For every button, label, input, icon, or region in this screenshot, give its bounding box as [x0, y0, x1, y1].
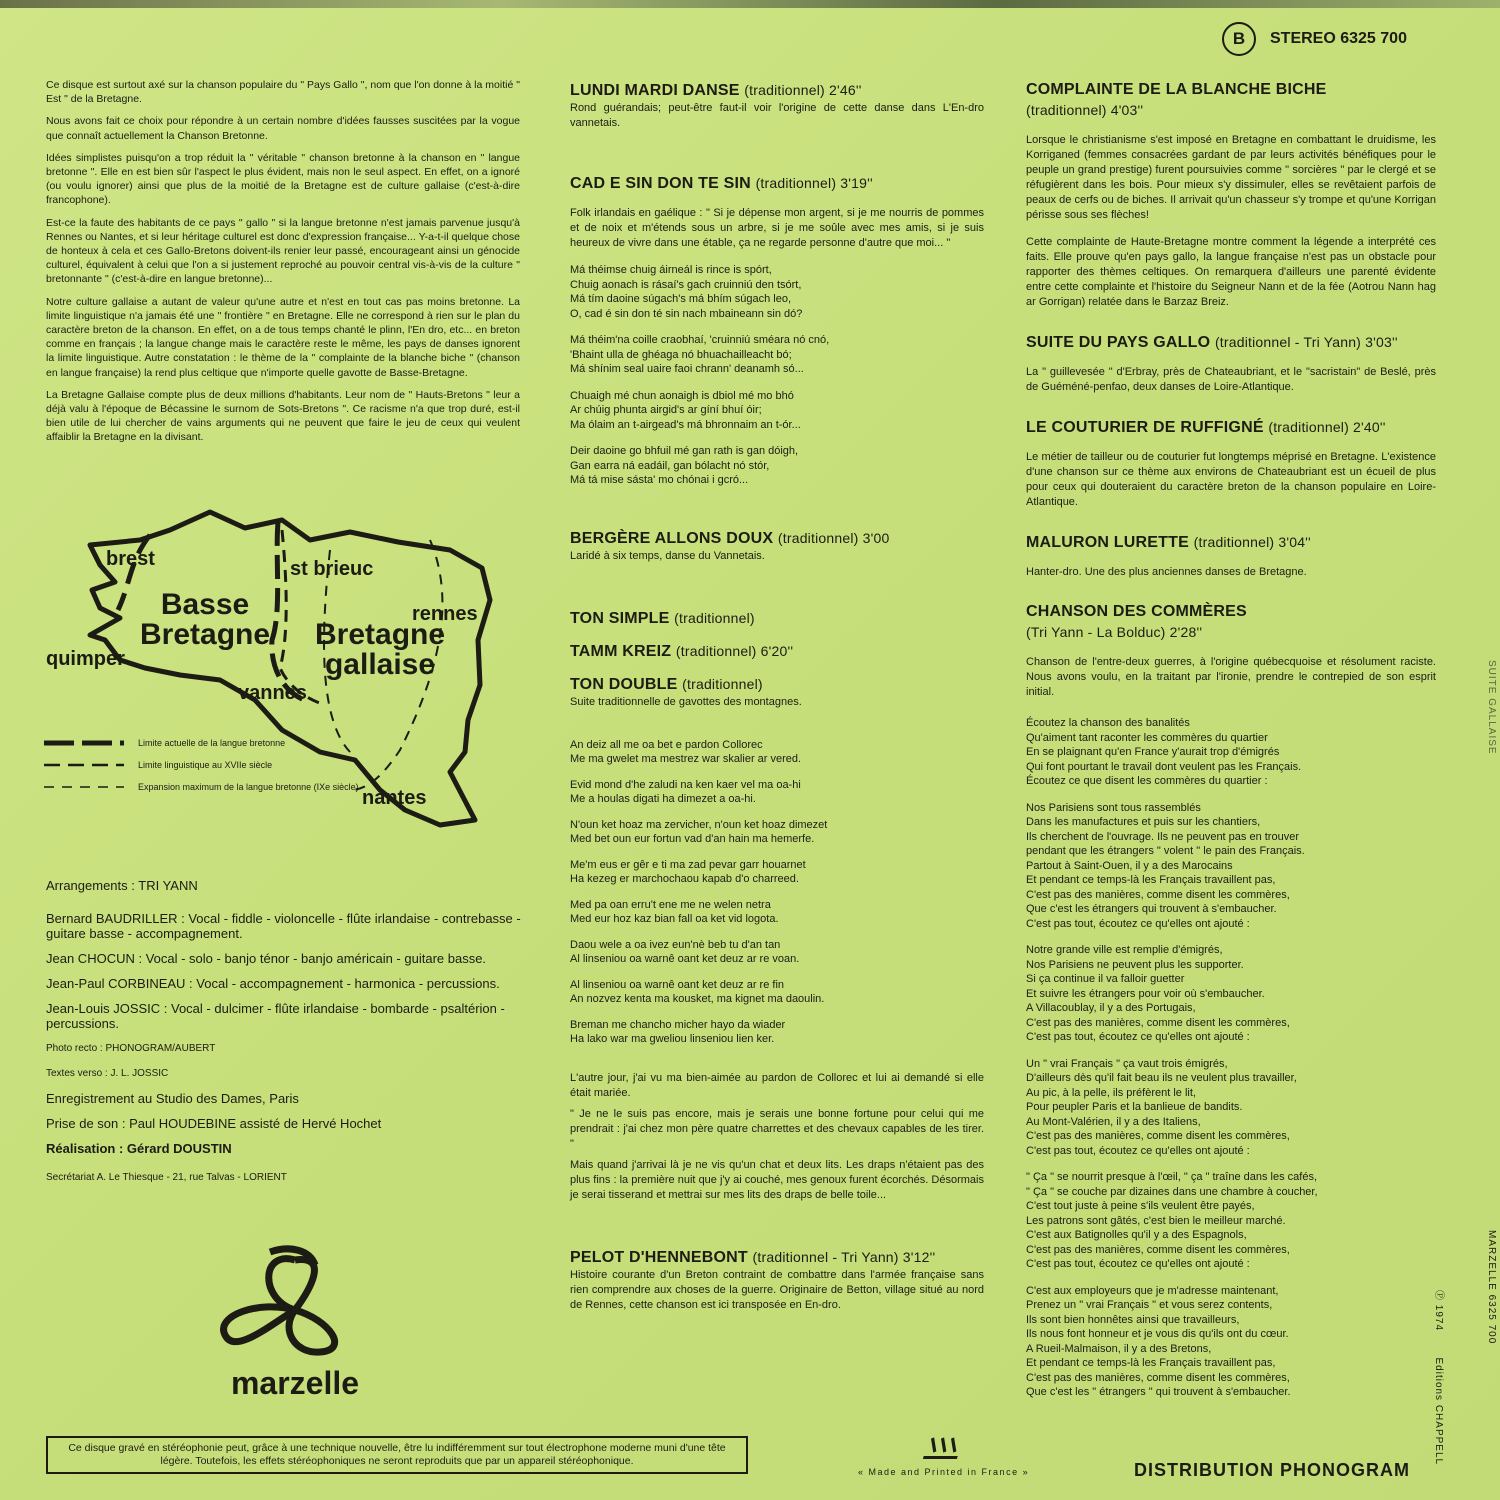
track-desc: Rond guérandais; peut-être faut-il voir l'origine de cette danse dans L'En-dro vannetais.	[570, 102, 984, 129]
track-title: TON SIMPLE	[570, 609, 670, 627]
legend-line-17th	[44, 761, 124, 769]
legend-17th	[44, 760, 272, 770]
track-info: (traditionnel - Tri Yann) 3'03''	[1214, 334, 1398, 350]
lyrics-verse: Me'm eus er gêr e ti ma zad pevar garr houarnet Ha kezeg er marchochaou kapab d'o charreed.	[570, 858, 806, 885]
track-gavottes	[570, 608, 984, 1203]
track-info: (Tri Yann - La Bolduc) 2'28''	[1026, 624, 1203, 640]
lyrics-verse: Un " vrai Français " ça vaut trois émigrés, D'ailleurs dès qu'il fait beau ils ne veulent plus travailler, Au pic, à la pelle, ils préfèrent le lit, Pour peupler Paris et la banlieue de bandits. Au Mont-Valérien, il y a des Italiens, C'est pas des manières, comme disent les commères, C'est pas tout, écoutez ce qu'elles ont ajouté :	[1026, 1057, 1297, 1157]
track-desc: Laridé à six temps, danse du Vannetais.	[570, 549, 765, 562]
region-label: gallaise	[324, 648, 436, 681]
lyrics-verse: Evid mond d'he zaludi na ken kaer vel ma oa-hi Me a houlas digati ha dimezet a oa-hi.	[570, 778, 801, 805]
label-name: marzelle	[230, 1365, 360, 1401]
track-title: COMPLAINTE DE LA BLANCHE BICHE	[1026, 81, 1327, 98]
lyrics-verse: Nos Parisiens sont tous rassemblés Dans les manufactures et puis sur les chantiers, Ils cherchent de l'ouvrage. Ils ne peuvent pas en trouver pendant que les étrangers " volent " le pain des Français. Partout à Saint-Ouen, il y a des Marocains Et pendant ce temps-là les Français travaillent pas, C'est pas des manières, comme disent les commères, Que c'est les étrangers qui trouvent à s'embaucher. C'est pas tout, écoutez ce qu'elles ont ajouté :	[1026, 801, 1305, 930]
region-label: Basse	[160, 588, 250, 621]
sound-credit: Prise de son : Paul HOUDEBINE assisté de Hervé Hochet	[46, 1116, 382, 1131]
track-title: PELOT D'HENNEBONT	[570, 1248, 748, 1266]
lyrics-verse: Écoutez la chanson des banalités Qu'aiment tant raconter les commères du quartier En se plaignant qu'en France y'aurait trop d'émigrés Qui font pourtant le travail dont veulent pas les Français. Écoutez ce que disent les commères du quartier :	[1026, 717, 1302, 787]
legend-current	[44, 738, 285, 748]
track-commeres	[1026, 602, 1436, 1400]
translation-paragraph: " Je ne le suis pas encore, mais je serais une bonne fortune pour celui qui me prendrait : j'ai chez mon père quatre charrettes et des chevaux capables de les tirer. "	[570, 1107, 984, 1150]
intro-paragraph: La Bretagne Gallaise compte plus de deux millions d'habitants. Leur nom de " Hauts-Bretons " leur a déjà valu à l'époque de Bécassine le surnom de Sots-Bretons ". Ce racisme n'a que trop duré, est-il bien utile de lui chercher de vains arguments qui ne peuvent que faire le jeu de ceux qui veulent affaiblir la Bretagne en la divisant.	[46, 388, 520, 444]
stereo-header	[1222, 22, 1407, 56]
legend-label: Limite linguistique au XVIIe siècle	[138, 760, 273, 770]
top-photo-strip	[0, 0, 1500, 8]
translation-paragraph: Mais quand j'arrivai là je ne vis qu'un chat et deux lits. Les draps n'étaient pas des plus fins : la première nuit que j'y ai couché, mes genoux furent écorchés. Désormais je serai tisserand et mettrai sur mes lits des draps de belle toile...	[570, 1158, 984, 1201]
track-title: MALURON LURETTE	[1026, 534, 1189, 551]
track-blanche-biche	[1026, 80, 1436, 310]
lyrics-verse: Breman me chancho micher hayo da wiader Ha lako war ma gweliou linseniou lien ker.	[570, 1018, 786, 1045]
distributor-logo	[923, 1436, 963, 1459]
lyrics-verse: Med pa oan erru't ene me ne welen netra Med eur hoz kaz bian fall oa ket vid logota.	[570, 898, 779, 925]
track-desc: Hanter-dro. Une des plus anciennes danses de Bretagne.	[1026, 566, 1307, 578]
lyrics-verse: N'oun ket hoaz ma zervicher, n'oun ket hoaz dimezet Med bet oun eur fortun vad d'an hain ma hemerfe.	[570, 818, 828, 845]
track-info: (traditionnel - Tri Yann) 3'12''	[752, 1248, 936, 1265]
breton-lyrics	[570, 738, 984, 1047]
legend-line-9th	[44, 783, 124, 791]
track-title: TON DOUBLE	[570, 675, 678, 693]
track-info: (traditionnel) 4'03''	[1026, 102, 1144, 118]
side-b-badge: B	[1222, 22, 1256, 56]
track-info: (traditionnel) 3'00	[777, 529, 890, 546]
track-info: (traditionnel) 3'04''	[1193, 534, 1311, 550]
track-pelot	[570, 1247, 984, 1313]
track-title: BERGÈRE ALLONS DOUX	[570, 529, 774, 547]
region-label: Bretagne	[140, 618, 271, 651]
lyrics-verse: Má théimse chuig áirneál is rince is spórt, Chuig aonach is rásaí's gach cruinniú den tsórt, Má tím daoine súgach's má bhím súgach leo, O, cad é sin don té sin nach mbaineann sin dó?	[570, 264, 803, 320]
production-credit: Réalisation : Gérard DOUSTIN	[46, 1141, 232, 1156]
member-credit: Jean-Louis JOSSIC : Vocal - dulcimer - flûte irlandaise - bombarde - psaltérion - percussions.	[46, 1001, 505, 1031]
intro-text	[46, 78, 520, 453]
intro-paragraph: Ce disque est surtout axé sur la chanson populaire du " Pays Gallo ", nom que l'on donne à la moitié " Est " de la Bretagne.	[46, 79, 520, 106]
text-credit: Textes verso : J. L. JOSSIC	[46, 1068, 169, 1079]
track-info: (traditionnel)	[682, 675, 763, 692]
region-bretagne-gallaise	[315, 620, 445, 680]
lyrics-verse: C'est aux employeurs que je m'adresse maintenant, Prenez un " vrai Français " et vous serez contents, Ils sont bien honnêtes ainsi que travailleurs, Ils nous font honneur et je vous dis qu'ils ont du cœur. A Rueil-Malmaison, il y a des Bretons, Et pendant ce temps-là les Français travaillent pas, C'est pas des manières, comme disent les commères, Que c'est les " étrangers " qui trouvent à s'embaucher.	[1026, 1284, 1291, 1398]
city-quimper: quimper	[46, 648, 125, 670]
french-translation	[570, 1071, 984, 1203]
track-desc: Histoire courante d'un Breton contraint de combattre dans l'armée française sans rien comprendre aux choses de la guerre. Originaire de Betton, village situé au nord de Rennes, cette chanson est ici transposée en En-dro.	[570, 1268, 984, 1311]
city-nantes: nantes	[362, 787, 427, 809]
track-title: CHANSON DES COMMÈRES	[1026, 603, 1247, 620]
track-info: (traditionnel) 2'40''	[1268, 419, 1386, 435]
lyrics-verse: Deir daoine go bhfuil mé gan rath is gan dóigh, Gan earra ná eadáil, gan bólacht nó stór, Má tá mise sásta' mo chónai i gcró...	[570, 445, 799, 486]
intro-paragraph: Notre culture gallaise a autant de valeur qu'une autre et n'est en tout cas pas moins bretonne. La limite linguistique n'a jamais été une " frontière " en Bretagne. Elle ne correspond à rien sur le plan du caractère breton de la chanson. En effet, on a de tous temps chanté le plinn, l'En dro, etc... en breton comme en français ; la langue change mais le caractère reste le même, les pays de danses ignorent la limite linguistique. Autre constatation : le thème de la " complainte de la blanche biche " (chanson en langue française) la rend plus celtique que n'importe quelle gavotte de Basse-Bretagne.	[46, 295, 520, 379]
spine-catalog: MARZELLE 6325 700	[1486, 1230, 1497, 1345]
lyrics-verse: " Ça " se nourrit presque à l'œil, " ça " traîne dans les cafés, " Ça " se couche par dizaines dans une chambre à coucher, C'est tout juste à peine s'ils veulent être payés, Les patrons sont gâtés, c'est bien le meilleur marché. C'est aux Batignolles qu'il y a des Espagnols, C'est pas des manières, comme disent les commères, C'est pas tout, écoutez ce qu'elles ont ajouté :	[1026, 1171, 1318, 1270]
intro-paragraph: Nous avons fait ce choix pour répondre à un certain nombre d'idées fausses suscitées par la vogue que connaît actuellement la Chanson Bretonne.	[46, 115, 520, 142]
limit-current	[272, 522, 310, 702]
intro-paragraph: Idées simplistes puisqu'on a trop réduit la " véritable " chanson bretonne à la chanson en " langue bretonne ". Elle en est bien sûr l'aspect le plus évident, mais non le seul aspect. En effet, on a ignoré (ou voulu ignorer) ainsi que plus de la moitié de la Bretagne est de culture gallaise (c'est-à-dire francophone).	[46, 151, 520, 207]
region-label: Bretagne	[315, 618, 446, 651]
city-rennes: rennes	[412, 603, 478, 625]
studio-credit: Enregistrement au Studio des Dames, Paris	[46, 1091, 299, 1106]
member-credit: Jean CHOCUN : Vocal - solo - banjo ténor - banjo américain - guitare basse.	[46, 951, 487, 966]
lyrics-verse: Má théim'na coille craobhaí, 'cruinniú sméara nó cnó, 'Bhaint ulla de ghéaga nó bhuachaillеacht bó; Má shínim seal uaire faoi chrann' deanamh só...	[570, 334, 830, 375]
member-credit: Bernard BAUDRILLER : Vocal - fiddle - violoncelle - flûte irlandaise - contrebasse - guitare basse - accompagnement.	[46, 911, 521, 941]
lyrics-verse: Daou wele a oa ivez eun'nè beb tu d'an tan Al linseniou oa warnê oant ket deuz ar re voan.	[570, 938, 800, 965]
year-mark: Ⓟ 1974	[1433, 1290, 1444, 1332]
brittany-map	[20, 490, 520, 850]
knot-logo-icon	[200, 1240, 390, 1360]
right-column	[1026, 80, 1436, 1408]
credits	[46, 878, 526, 1195]
track-title: SUITE DU PAYS GALLO	[1026, 334, 1211, 351]
made-in-france: « Made and Printed in France »	[858, 1467, 1030, 1477]
track-info: (traditionnel) 3'19''	[755, 175, 873, 191]
track-info: (traditionnel) 2'46''	[744, 82, 862, 98]
lyrics-verse: Notre grande ville est remplie d'émigrés, Nos Parisiens ne peuvent plus les supporter. Si ça continue il va falloir guetter Et suivre les étrangers pour voir où s'embaucher. A Villacoublay, il y a des Portugais, C'est pas des manières, comme disent les commères, C'est pas tout, écoutez ce qu'elles ont ajouté :	[1026, 944, 1290, 1043]
track-desc: Suite traditionnelle de gavottes des montagnes.	[570, 695, 802, 708]
track-desc: Folk irlandais en gaélique : " Si je dépense mon argent, si je me nourris de pommes et de noix et m'étends sous un arbre, si je me soûle avec mes amis, si je suis heureux de vivre dans une étable, ça ne regarde personne d'autre que moi... "	[570, 207, 984, 249]
member-credit: Jean-Paul CORBINEAU : Vocal - accompagnement - harmonica - percussions.	[46, 976, 500, 991]
marzelle-logo	[200, 1240, 390, 1400]
photo-credit: Photo recto : PHONOGRAM/AUBERT	[46, 1043, 216, 1054]
track-info: (traditionnel) 6'20''	[675, 642, 794, 659]
middle-column	[570, 80, 984, 1321]
track-lundi-mardi-danse	[570, 80, 984, 131]
distribution: DISTRIBUTION PHONOGRAM	[1134, 1460, 1410, 1480]
track-title: LE COUTURIER DE RUFFIGNÉ	[1026, 419, 1264, 436]
legend-label: Expansion maximum de la langue bretonne (IXe siècle)	[138, 782, 359, 792]
track-cad-e-sin	[570, 173, 984, 488]
lyrics-verse: Chuaigh mé chun aonaigh is dbiol mé mo bhó Ar chúig phunta airgid's ar gíní bhuí óir; Ma ólaim an t-airgead's má bhronnaim an t-ór...	[570, 389, 801, 431]
phonogram-logo-icon	[924, 1436, 963, 1454]
track-title: CAD E SIN DON TE SIN	[570, 175, 751, 192]
track-title: LUNDI MARDI DANSE	[570, 82, 740, 99]
track-info: (traditionnel)	[674, 609, 755, 626]
legend-line-current	[44, 739, 124, 747]
secretariat: Secrétariat A. Le Thiesque - 21, rue Talvas - LORIENT	[46, 1172, 287, 1183]
track-maluron	[1026, 532, 1436, 580]
stereo-notice: Ce disque gravé en stéréophonie peut, grâce à une technique nouvelle, être lu indifféremment sur tout électrophone moderne muni d'une tête légère. Toutefois, les effets stéréophoniques ne seront reproduits que par un appareil stéréophonique.	[46, 1436, 748, 1474]
track-desc: Cette complainte de Haute-Bretagne montre comment la légende a interprété ces faits. Elle prouve qu'en pays gallo, la langue française n'est pas un obstacle pour rapporter des thèmes celtiques. On remarquera d'ailleurs une parenté évidente entre cette complainte et l'histoire du Seigneur Nann et de la fée (Aotrou Nann hag ar Gorrigan) relatée dans le Barzaz Breiz.	[1026, 236, 1436, 308]
region-basse-bretagne	[140, 590, 270, 650]
city-vannes: vannes	[238, 682, 307, 704]
legend-label: Limite actuelle de la langue bretonne	[138, 738, 286, 748]
catalog-number: STEREO 6325 700	[1270, 30, 1407, 47]
track-desc: Lorsque le christianisme s'est imposé en Bretagne en combattant le druidisme, les Korriganed (femmes consacrées gardant de par leurs activités bénéfiques pour le peuple un grand prestige) furent poursuivies comme " sorcières " par le clergé et se réfugièrent dans les bois. Pour mieux s'y dissimuler, elles se revêtaient parfois de peaux de cerfs ou de biches. Il arrivait qu'un chasseur s'y trompe et qu'une Korrigan périsse sous ses flèches!	[1026, 134, 1436, 221]
lyrics-verse: An deiz all me oa bet e pardon Collorec Me ma gwelet ma mestrez war skalier ar vered.	[570, 738, 802, 765]
legend-9th	[44, 782, 359, 792]
track-desc: La " guillevesée " d'Erbray, près de Chateaubriant, et le "sacristain" de Beslé, près de Guéméné-penfao, deux danses de Loire-Atlantique.	[1026, 366, 1436, 393]
lyrics-verse: Al linseniou oa warnê oant ket deuz ar re fin An nozvez kenta ma kousket, ma kignet ma daoulin.	[570, 978, 825, 1005]
translation-paragraph: L'autre jour, j'ai vu ma bien-aimée au pardon de Collorec et lui ai demandé si elle était mariée.	[570, 1071, 984, 1099]
publisher: Editions CHAPPELL	[1433, 1357, 1444, 1466]
track-desc: Le métier de tailleur ou de couturier fut longtemps méprisé en Bretagne. L'existence d'une chanson sur ce thème aux environs de Chateaubriant est un écueil de plus pour ceux qui douteraient du caractère breton de la chanson populaire en Loire-Atlantique.	[1026, 451, 1436, 508]
city-st-brieuc: st brieuc	[290, 558, 374, 580]
intro-paragraph: Est-ce la faute des habitants de ce pays " gallo " si la langue bretonne n'est jamais parvenue jusqu'à Rennes ou Nantes, et si leur héritage culturel est donc d'expression française... Y-a-t-il quelque chose de honteux à cela et ces Gallo-Bretons doivent-ils renier leur passé, encourageant ainsi un génocide culturel, équivalent à celui que l'on a si justement reproché au pouvoir central vis-à-vis de la culture " bretonnante " (c'est-à-dire en langue bretonne)...	[46, 216, 520, 286]
track-suite-pays-gallo	[1026, 332, 1436, 395]
track-desc: Chanson de l'entre-deux guerres, à l'origine québecquoise et résolument raciste. Nous avons voulu, en la traitant par l'ironie, prendre le contrepied de son esprit initial.	[1026, 656, 1436, 698]
editions-chappell	[1433, 1290, 1448, 1465]
track-bergere	[570, 528, 984, 564]
spine-title: SUITE GALLAISE	[1486, 660, 1497, 755]
track-couturier	[1026, 417, 1436, 510]
city-brest: brest	[106, 548, 155, 570]
arrangements: Arrangements : TRI YANN	[46, 878, 198, 893]
track-title: TAMM KREIZ	[570, 642, 672, 660]
